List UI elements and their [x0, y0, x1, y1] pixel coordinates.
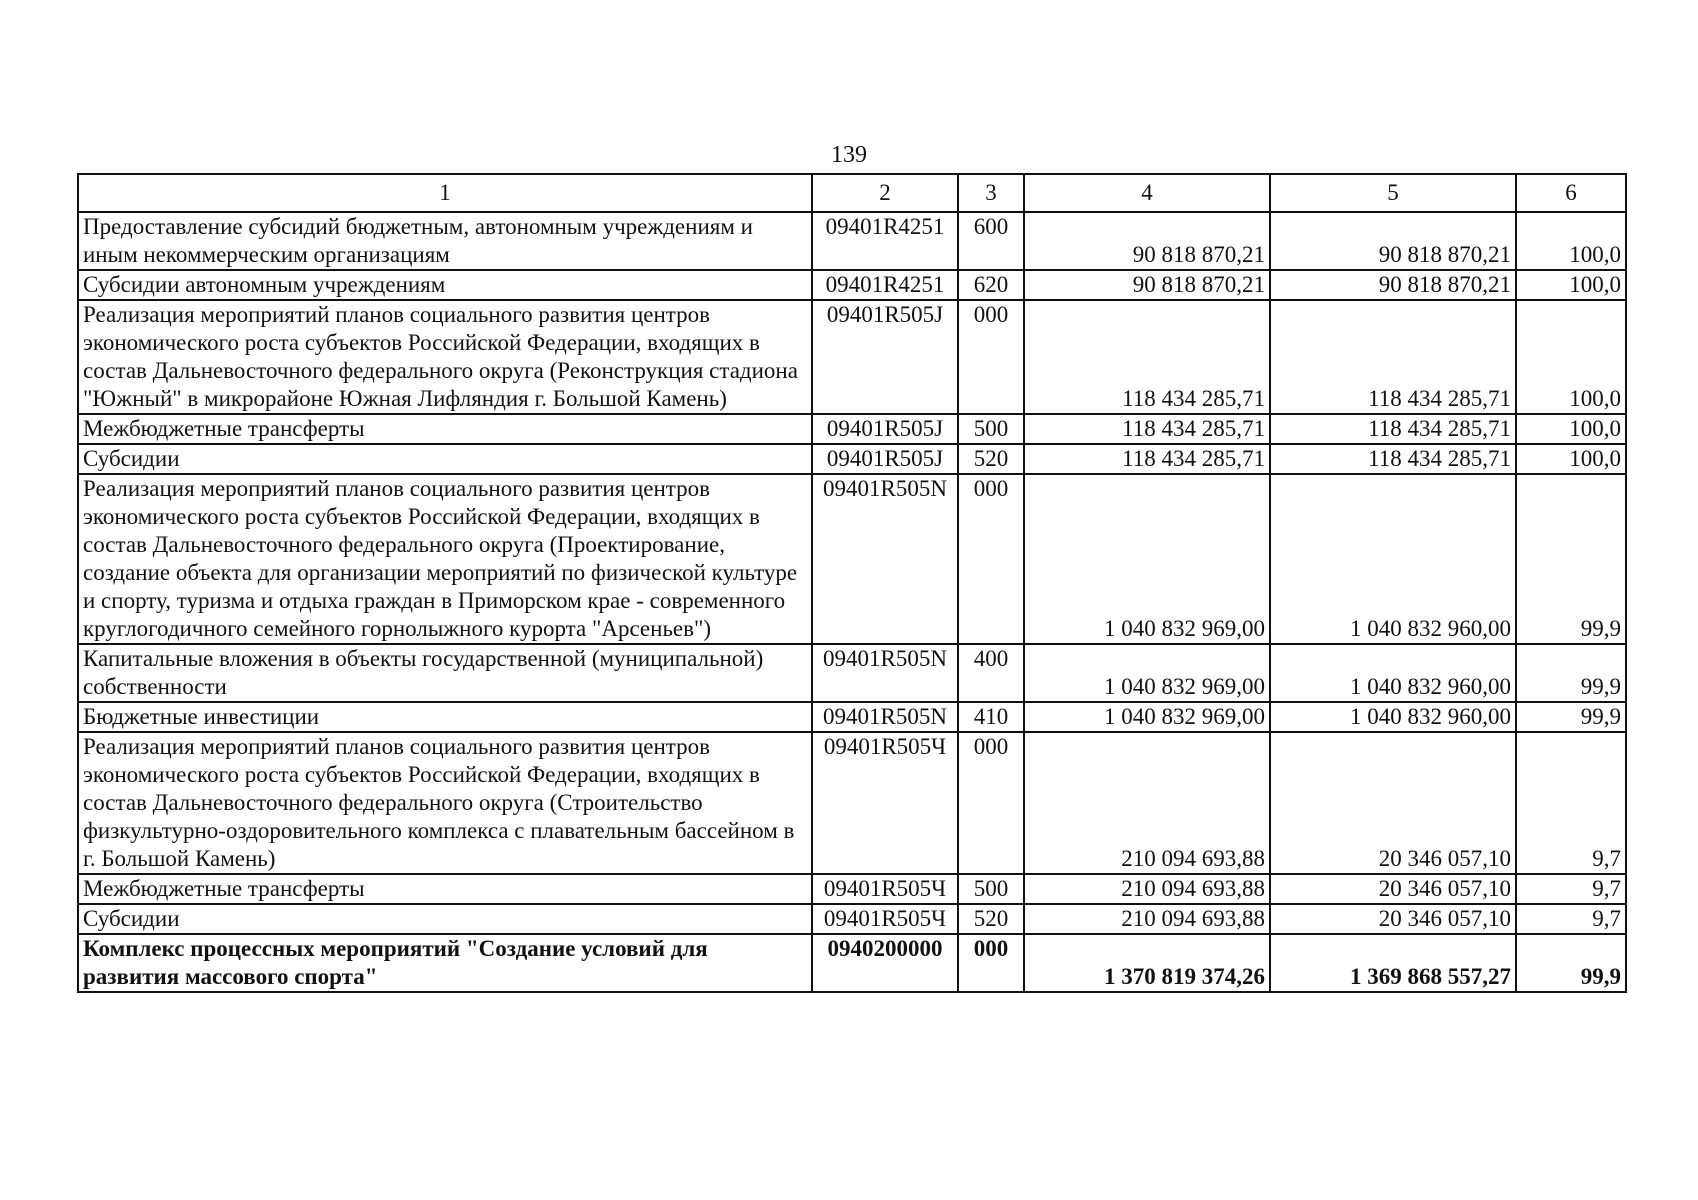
- table-row: [78, 874, 1626, 904]
- row-percent: 99,9: [1516, 474, 1626, 644]
- table-row: [78, 474, 1626, 644]
- row-description: Предоставление субсидий бюджетным, автономным учреждениям и иным некоммерческим организациям: [78, 212, 812, 270]
- row-plan-amount: 210 094 693,88: [1024, 732, 1270, 874]
- row-code: 09401R505J: [812, 414, 958, 444]
- row-plan-amount: 90 818 870,21: [1024, 270, 1270, 300]
- row-description: Субсидии: [78, 444, 812, 474]
- row-percent: 100,0: [1516, 444, 1626, 474]
- row-plan-amount: 118 434 285,71: [1024, 300, 1270, 414]
- row-code: 09401R4251: [812, 212, 958, 270]
- row-expense-type: 000: [958, 732, 1024, 874]
- row-percent: 100,0: [1516, 414, 1626, 444]
- row-percent: 99,9: [1516, 644, 1626, 702]
- column-header: 6: [1516, 174, 1626, 212]
- row-fact-amount: 20 346 057,10: [1270, 732, 1516, 874]
- column-header: 5: [1270, 174, 1516, 212]
- row-plan-amount: 1 040 832 969,00: [1024, 702, 1270, 732]
- header-row: [78, 174, 1626, 212]
- row-percent: 9,7: [1516, 732, 1626, 874]
- row-code: 09401R505J: [812, 300, 958, 414]
- row-expense-type: 000: [958, 934, 1024, 992]
- row-description: Реализация мероприятий планов социального развития центров экономического роста субъектов Российской Федерации, входящих в состав Дальневосточного федерального округа (Реконструкция стадиона "Южный" в микрорайоне Южная Лифляндия г. Большой Камень): [78, 300, 812, 414]
- table-row: [78, 444, 1626, 474]
- row-plan-amount: 1 370 819 374,26: [1024, 934, 1270, 992]
- row-code: 09401R505N: [812, 644, 958, 702]
- row-plan-amount: 210 094 693,88: [1024, 874, 1270, 904]
- column-header: 3: [958, 174, 1024, 212]
- table-row: [78, 732, 1626, 874]
- row-percent: 99,9: [1516, 702, 1626, 732]
- row-description: Комплекс процессных мероприятий "Создание условий для развития массового спорта": [78, 934, 812, 992]
- table-row: [78, 414, 1626, 444]
- row-plan-amount: 1 040 832 969,00: [1024, 474, 1270, 644]
- row-description: Капитальные вложения в объекты государственной (муниципальной) собственности: [78, 644, 812, 702]
- row-plan-amount: 210 094 693,88: [1024, 904, 1270, 934]
- row-description: Бюджетные инвестиции: [78, 702, 812, 732]
- row-expense-type: 500: [958, 874, 1024, 904]
- table-row: [78, 644, 1626, 702]
- row-expense-type: 600: [958, 212, 1024, 270]
- row-description: Субсидии автономным учреждениям: [78, 270, 812, 300]
- row-fact-amount: 20 346 057,10: [1270, 904, 1516, 934]
- page-number: 139: [831, 142, 867, 168]
- budget-table: [77, 173, 1627, 993]
- row-plan-amount: 90 818 870,21: [1024, 212, 1270, 270]
- table-row: [78, 270, 1626, 300]
- row-expense-type: 620: [958, 270, 1024, 300]
- row-fact-amount: 1 040 832 960,00: [1270, 644, 1516, 702]
- row-description: Субсидии: [78, 904, 812, 934]
- row-fact-amount: 118 434 285,71: [1270, 444, 1516, 474]
- row-code: 09401R4251: [812, 270, 958, 300]
- row-expense-type: 410: [958, 702, 1024, 732]
- row-expense-type: 000: [958, 300, 1024, 414]
- row-plan-amount: 118 434 285,71: [1024, 444, 1270, 474]
- row-fact-amount: 1 369 868 557,27: [1270, 934, 1516, 992]
- row-code: 09401R505J: [812, 444, 958, 474]
- row-expense-type: 000: [958, 474, 1024, 644]
- table-row: [78, 212, 1626, 270]
- row-fact-amount: 90 818 870,21: [1270, 270, 1516, 300]
- row-description: Межбюджетные трансферты: [78, 414, 812, 444]
- row-plan-amount: 118 434 285,71: [1024, 414, 1270, 444]
- table-row: [78, 702, 1626, 732]
- table-row: [78, 300, 1626, 414]
- table-row: [78, 904, 1626, 934]
- row-fact-amount: 118 434 285,71: [1270, 300, 1516, 414]
- row-code: 09401R505Ч: [812, 904, 958, 934]
- row-code: 09401R505Ч: [812, 874, 958, 904]
- row-percent: 9,7: [1516, 874, 1626, 904]
- row-code: 09401R505N: [812, 474, 958, 644]
- row-percent: 100,0: [1516, 300, 1626, 414]
- column-header: 4: [1024, 174, 1270, 212]
- row-expense-type: 520: [958, 904, 1024, 934]
- row-expense-type: 400: [958, 644, 1024, 702]
- row-code: 09401R505Ч: [812, 732, 958, 874]
- row-plan-amount: 1 040 832 969,00: [1024, 644, 1270, 702]
- row-percent: 99,9: [1516, 934, 1626, 992]
- row-percent: 100,0: [1516, 270, 1626, 300]
- row-code: 0940200000: [812, 934, 958, 992]
- row-description: Реализация мероприятий планов социального развития центров экономического роста субъектов Российской Федерации, входящих в состав Дальневосточного федерального округа (Строительство физкультурно-оздоровительного комплекса с плавательным бассейном в г. Большой Камень): [78, 732, 812, 874]
- row-percent: 9,7: [1516, 904, 1626, 934]
- row-percent: 100,0: [1516, 212, 1626, 270]
- row-fact-amount: 1 040 832 960,00: [1270, 702, 1516, 732]
- row-expense-type: 520: [958, 444, 1024, 474]
- row-fact-amount: 118 434 285,71: [1270, 414, 1516, 444]
- table-row-subtotal: [78, 934, 1626, 992]
- row-description: Реализация мероприятий планов социального развития центров экономического роста субъектов Российской Федерации, входящих в состав Дальневосточного федерального округа (Проектирование, создание объекта для организации мероприятий по физической культуре и спорту, туризма и отдыха граждан в Приморском крае - современного круглогодичного семейного горнолыжного курорта "Арсеньев"): [78, 474, 812, 644]
- row-expense-type: 500: [958, 414, 1024, 444]
- column-header: 2: [812, 174, 958, 212]
- column-header: 1: [78, 174, 812, 212]
- row-fact-amount: 1 040 832 960,00: [1270, 474, 1516, 644]
- row-fact-amount: 20 346 057,10: [1270, 874, 1516, 904]
- row-code: 09401R505N: [812, 702, 958, 732]
- row-fact-amount: 90 818 870,21: [1270, 212, 1516, 270]
- row-description: Межбюджетные трансферты: [78, 874, 812, 904]
